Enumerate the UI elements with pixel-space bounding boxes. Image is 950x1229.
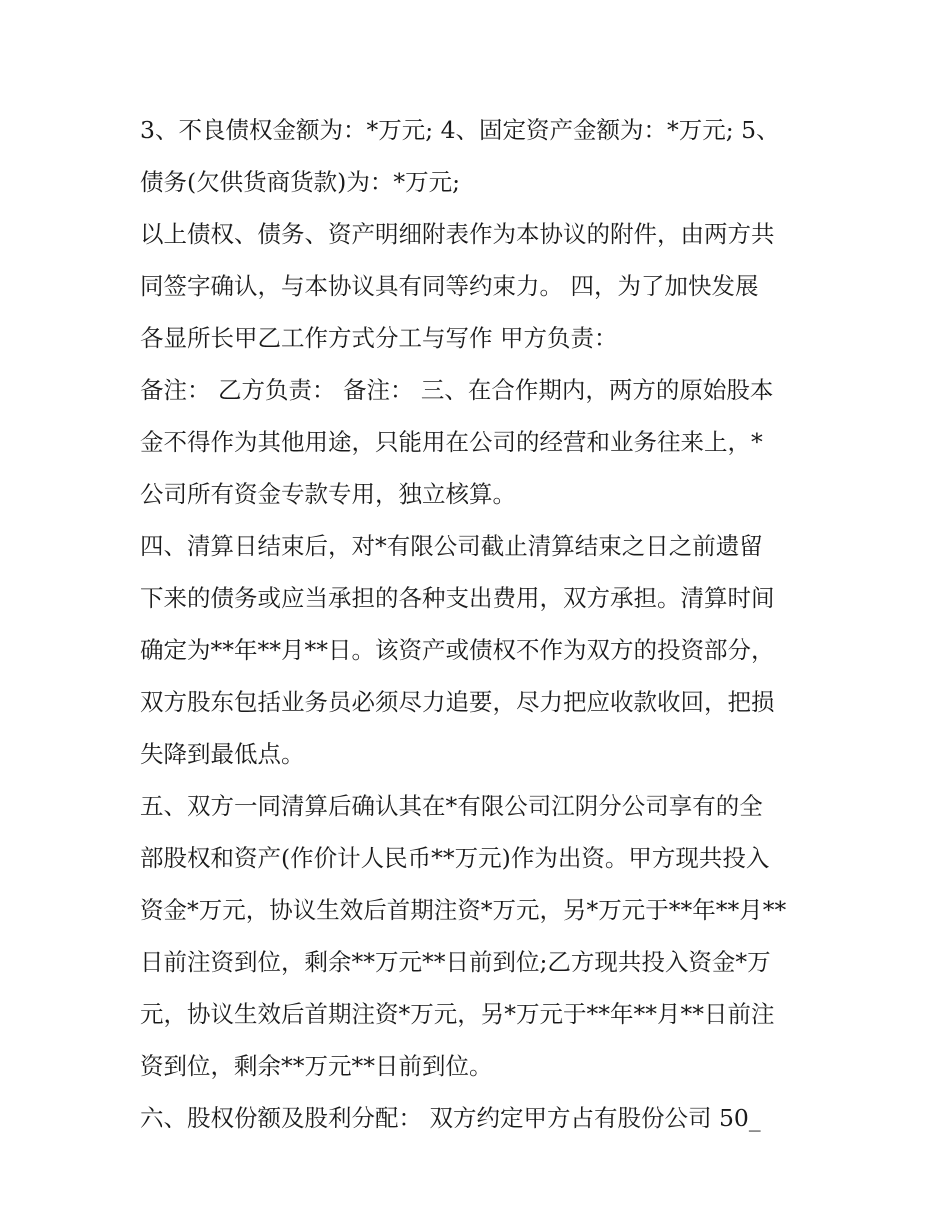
text-line: 备注： 乙方负责： 备注： 三、在合作期内，两方的原始股本	[140, 376, 774, 404]
text-line: 日前注资到位，剩余**万元**日前到位;乙方现共投入资金*万	[140, 948, 771, 976]
text-line: 资到位，剩余**万元**日前到位。	[140, 1052, 493, 1080]
text-line: 双方股东包括业务员必须尽力追要，尽力把应收款收回，把损	[140, 688, 775, 716]
text-line: 各显所长甲乙工作方式分工与写作 甲方负责：	[140, 324, 618, 352]
text-line: 债务(欠供货商货款)为：*万元;	[140, 168, 461, 196]
text-line: 部股权和资产(作价计人民币**万元)作为出资。甲方现共投入	[140, 844, 770, 872]
text-line: 失降到最低点。	[140, 740, 305, 768]
text-line: 四、清算日结束后，对*有限公司截止清算结束之日之前遗留	[140, 532, 763, 560]
text-line: 下来的债务或应当承担的各种支出费用，双方承担。清算时间	[140, 584, 775, 612]
text-line: 元，协议生效后首期注资*万元，另*万元于**年**月**日前注	[140, 1000, 775, 1028]
document-body	[140, 110, 820, 1150]
text-line: 金不得作为其他用途，只能用在公司的经营和业务往来上，*	[140, 428, 763, 456]
text-line: 确定为**年**月**日。该资产或债权不作为双方的投资部分，	[140, 636, 775, 664]
text-line: 3、不良债权金额为：*万元; 4、固定资产金额为：*万元; 5、	[140, 116, 780, 144]
text-line: 资金*万元，协议生效后首期注资*万元，另*万元于**年**月**	[140, 896, 787, 924]
text-line: 五、双方一同清算后确认其在*有限公司江阴分公司享有的全	[140, 792, 763, 820]
text-line: 六、股权份额及股利分配： 双方约定甲方占有股份公司 50_	[140, 1104, 761, 1132]
text-line: 公司所有资金专款专用，独立核算。	[140, 480, 516, 508]
text-line: 以上债权、债务、资产明细附表作为本协议的附件，由两方共	[140, 220, 775, 248]
text-line: 同签字确认，与本协议具有同等约束力。 四，为了加快发展	[140, 272, 759, 300]
